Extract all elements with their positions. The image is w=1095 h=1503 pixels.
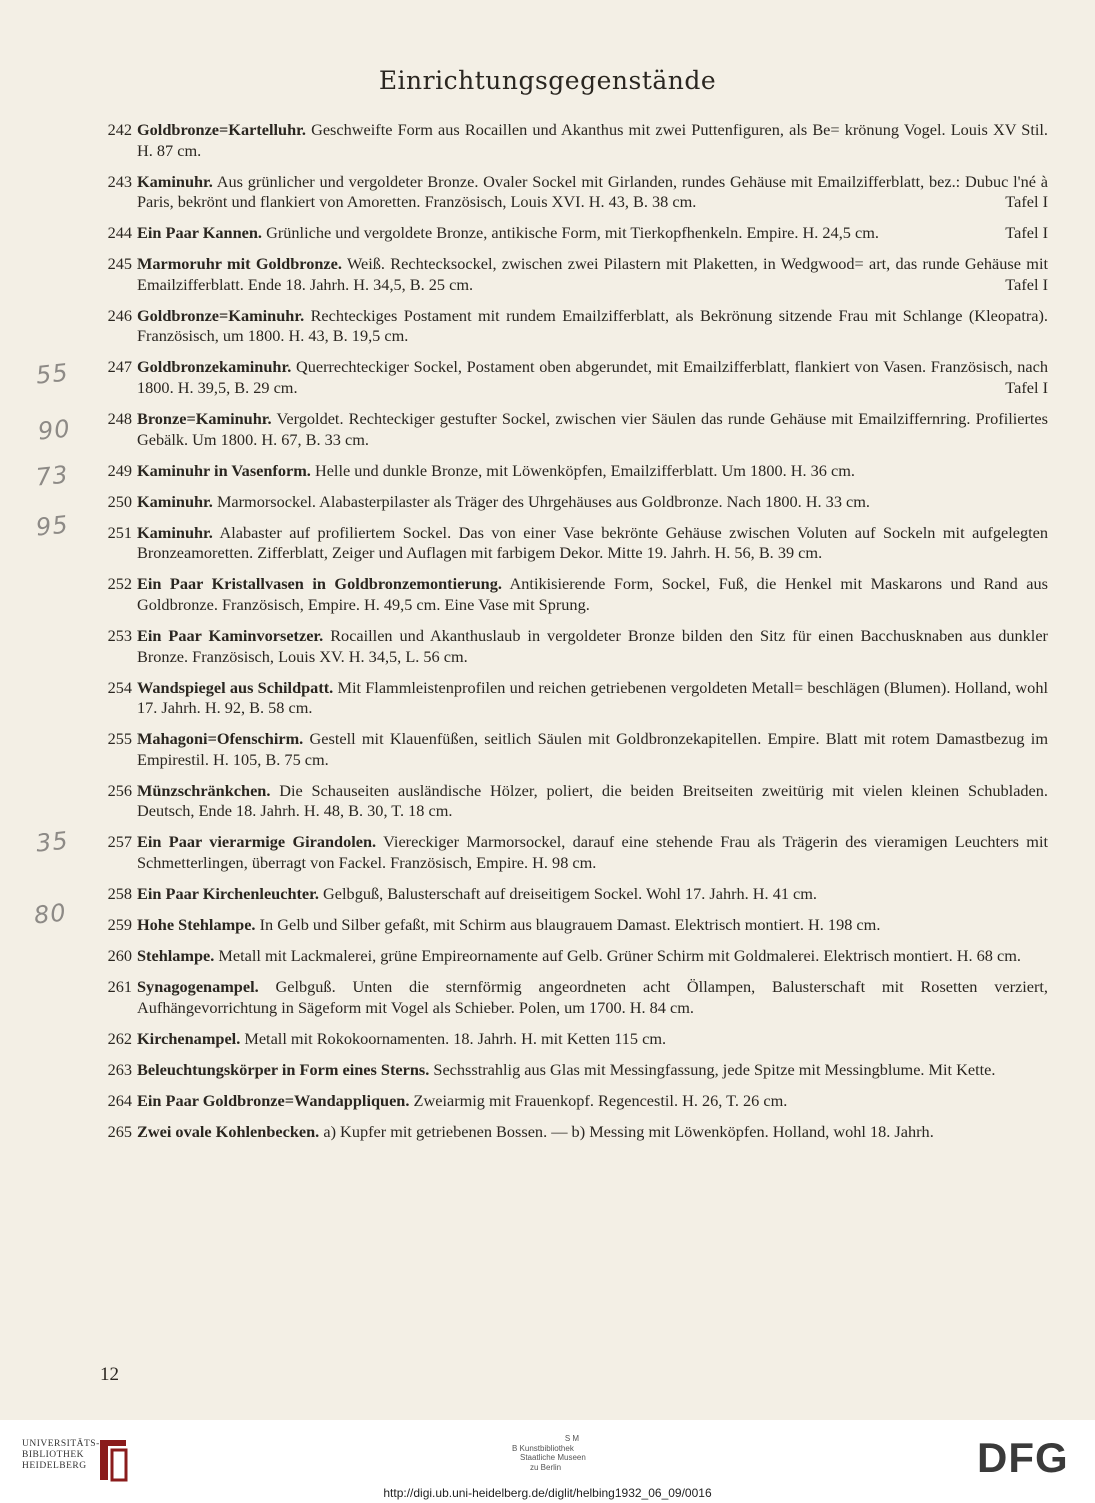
entry-title: Marmoruhr mit Goldbronze. xyxy=(137,254,342,274)
catalog-entry xyxy=(100,172,1048,213)
entry-description: Gelbguß, Balusterschaft auf dreiseitigem Sockel. Wohl 17. Jahrh. H. 41 cm. xyxy=(323,884,818,903)
entry-title: Bronze=Kaminuhr. xyxy=(137,409,272,429)
entry-description: Helle und dunkle Bronze, mit Löwenköpfen, Emailzifferblatt. Um 1800. H. 36 cm. xyxy=(314,460,855,480)
entry-title: Stehlampe. xyxy=(137,946,215,966)
smb-line: B Kunstbibliothek xyxy=(512,1443,574,1453)
catalog-entry xyxy=(100,254,1048,295)
entry-number: 248 xyxy=(107,409,132,429)
entry-description: Querrechteckiger Sockel, Postament oben abgerundet, mit Emailzifferblatt, flankiert von Vasen. Französisch, nach 1800. H. 39,5, B. 29 cm. xyxy=(137,357,1048,397)
smb-line: zu Berlin xyxy=(530,1462,562,1472)
handwritten-note: 35 xyxy=(34,826,70,858)
entry-description: Gestell mit Klauenfüßen, seitlich Säulen mit Goldbronzekapitellen. Empire. Blatt mit rotem Damastbezug im Empirestil. H. 105, B. 75 cm. xyxy=(137,729,1048,769)
entry-description: Grünliche und vergoldete Bronze, antikische Form, mit Tierkopfhenkeln. Empire. H. 24,5 cm. xyxy=(266,223,879,243)
entry-description: Metall mit Lackmalerei, grüne Empireornamente auf Gelb. Grüner Schirm mit Goldmalerei. Elektrisch montiert. H. 68 cm. xyxy=(218,946,1021,966)
entry-body xyxy=(137,1060,1048,1081)
catalog-entry xyxy=(100,1029,1048,1050)
entry-description: Die Schauseiten ausländische Hölzer, poliert, die beiden Breitseiten zweitürig mit vielen kleinen Schubladen. Deutsch, Ende 18. Jahrh. H. 48, B. 30, T. 18 cm. xyxy=(137,780,1048,821)
entry-body xyxy=(137,492,1048,513)
entry-description: Metall mit Rokokoornamenten. 18. Jahrh. H. mit Ketten 115 cm. xyxy=(244,1028,667,1048)
entry-number: 251 xyxy=(107,522,132,542)
entry-body xyxy=(137,254,1048,295)
plate-reference: Tafel I xyxy=(1005,223,1048,243)
university-line: BIBLIOTHEK xyxy=(22,1450,84,1460)
entry-title: Ein Paar Goldbronze=Wandappliquen. xyxy=(137,1091,410,1111)
catalog-entry xyxy=(100,626,1048,667)
entry-title: Kaminuhr in Vasenform. xyxy=(137,460,311,480)
entry-body xyxy=(137,678,1048,719)
source-url[interactable]: http://digi.ub.uni-heidelberg.de/diglit/helbing1932_06_09/0016 xyxy=(383,1486,712,1500)
catalog-entries xyxy=(100,120,1048,1153)
handwritten-note: 90 xyxy=(36,414,72,446)
entry-body xyxy=(137,729,1048,770)
catalog-entry xyxy=(100,120,1048,161)
plate-reference: Tafel I xyxy=(1005,274,1048,294)
entry-description: Marmorsockel. Alabasterpilaster als Träger des Uhrgehäuses aus Goldbronze. Nach 1800. H. 33 cm. xyxy=(216,491,870,511)
catalog-entry xyxy=(100,884,1048,905)
entry-number: 257 xyxy=(107,832,132,852)
entry-description: Zweiarmig mit Frauenkopf. Regencestil. H. 26, T. 26 cm. xyxy=(413,1091,788,1111)
entry-title: Goldbronzekaminuhr. xyxy=(137,357,292,377)
entry-description: In Gelb und Silber gefaßt, mit Schirm aus blaugrauem Damast. Elektrisch montiert. H. 198 cm. xyxy=(259,915,881,935)
handwritten-note: 55 xyxy=(34,358,70,390)
entry-body xyxy=(137,461,1048,482)
entry-body xyxy=(137,357,1048,398)
entry-title: Kaminuhr. xyxy=(137,522,213,542)
plate-reference: Tafel I xyxy=(1005,192,1048,212)
entry-number: 256 xyxy=(107,780,132,800)
entry-title: Wandspiegel aus Schildpatt. xyxy=(137,677,334,697)
entry-body xyxy=(137,1122,1048,1143)
university-line: HEIDELBERG xyxy=(22,1461,87,1471)
entry-number: 264 xyxy=(107,1091,132,1111)
catalog-entry xyxy=(100,492,1048,513)
university-line: UNIVERSITÄTS- xyxy=(22,1439,100,1449)
catalog-entry xyxy=(100,357,1048,398)
entry-body xyxy=(137,1091,1048,1112)
entry-body xyxy=(137,832,1048,873)
entry-number: 247 xyxy=(107,357,132,377)
entry-description: Sechsstrahlig aus Glas mit Messingfassung, jede Spitze mit Messingblume. Mit Kette. xyxy=(433,1059,996,1079)
entry-title: Ein Paar Kristallvasen in Goldbronzemontierung. xyxy=(137,574,502,594)
catalog-entry xyxy=(100,1122,1048,1143)
entry-number: 265 xyxy=(107,1122,132,1142)
entry-body xyxy=(137,915,1048,936)
entry-title: Mahagoni=Ofenschirm. xyxy=(137,729,304,749)
entry-description: Weiß. Rechtecksockel, zwischen zwei Pilastern mit Plaketten, in Wedgwood= art, das runde Gehäuse mit Emailzifferblatt. Ende 18. Jahrh. H. 34,5, B. 25 cm. xyxy=(137,254,1048,294)
entry-number: 253 xyxy=(107,626,132,646)
page-title: Einrichtungsgegenstände xyxy=(378,66,717,95)
entry-title: Kaminuhr. xyxy=(137,491,213,511)
catalog-entry xyxy=(100,977,1048,1018)
catalog-entry xyxy=(100,306,1048,347)
catalog-entry xyxy=(100,678,1048,719)
page-number: 12 xyxy=(100,1364,119,1385)
university-library-logo[interactable] xyxy=(22,1439,100,1472)
entry-body xyxy=(137,781,1048,822)
entry-title: Ein Paar Kaminvorsetzer. xyxy=(137,626,324,646)
entry-body xyxy=(137,626,1048,667)
entry-number: 254 xyxy=(107,677,132,697)
entry-number: 242 xyxy=(107,120,132,139)
entry-body xyxy=(137,946,1048,967)
entry-description: Vergoldet. Rechteckiger gestufter Sockel, zwischen vier Säulen das runde Gehäuse mit Emailziffernring. Profiliertes Gebälk. Um 1800. H. 67, B. 33 cm. xyxy=(137,409,1048,449)
entry-title: Goldbronze=Kaminuhr. xyxy=(137,305,305,325)
catalog-entry xyxy=(100,1060,1048,1081)
entry-body xyxy=(137,977,1048,1018)
entry-number: 260 xyxy=(107,946,132,966)
entry-title: Beleuchtungskörper in Form eines Sterns. xyxy=(137,1059,430,1079)
entry-body xyxy=(137,523,1048,564)
entry-number: 244 xyxy=(107,223,132,243)
handwritten-note: 73 xyxy=(34,460,70,492)
entry-number: 258 xyxy=(107,884,132,903)
entry-title: Zwei ovale Kohlenbecken. xyxy=(137,1122,320,1142)
entry-description: Rechteckiges Postament mit rundem Emailzifferblatt, als Bekrönung sitzende Frau mit Schlange (Kleopatra). Französisch, um 1800. H. 43, B. 19,5 cm. xyxy=(137,305,1048,346)
entry-body xyxy=(137,120,1048,161)
catalog-entry xyxy=(100,461,1048,482)
entry-number: 259 xyxy=(107,915,132,935)
entry-body xyxy=(137,223,1048,244)
catalog-entry xyxy=(100,1091,1048,1112)
catalog-entry xyxy=(100,574,1048,615)
entry-number: 252 xyxy=(107,574,132,594)
entry-number: 245 xyxy=(107,254,132,274)
entry-title: Ein Paar vierarmige Girandolen. xyxy=(137,832,377,852)
entry-number: 261 xyxy=(107,977,132,997)
entry-number: 246 xyxy=(107,305,132,325)
dfg-logo[interactable]: DFG xyxy=(977,1434,1069,1481)
plate-reference: Tafel I xyxy=(1005,377,1048,397)
entry-description: Antikisierende Form, Sockel, Fuß, die Henkel mit Maskarons und Rand aus Goldbronze. Französisch, Empire. H. 49,5 cm. Eine Vase mit Sprung. xyxy=(137,574,1049,614)
entry-body xyxy=(137,172,1048,213)
entry-number: 262 xyxy=(107,1028,132,1048)
entry-body xyxy=(137,884,1048,905)
entry-body xyxy=(137,409,1048,450)
entry-description: Alabaster auf profiliertem Sockel. Das von einer Vase bekrönte Gehäuse zwischen Voluten auf Sockeln mit aufgelegten Bronzeamoretten. Zifferblatt, Zeiger und Auflagen mit farbigem Dekor. Mitte 19. Jahrh. H. 56, B. 39 cm. xyxy=(137,522,1049,563)
entry-description: Viereckiger Marmorsockel, darauf eine stehende Frau als Trägerin des vieramigen Leuchters mit Schmetterlingen, überragt von Fackel. Französisch, Empire. H. 98 cm. xyxy=(137,832,1048,872)
catalog-entry xyxy=(100,223,1048,244)
catalog-entry xyxy=(100,915,1048,936)
entry-description: Mit Flammleistenprofilen und reichen getriebenen vergoldeten Metall= beschlägen (Blumen). Holland, wohl 17. Jahrh. H. 92, B. 58 cm. xyxy=(137,677,1048,718)
smb-line: S M xyxy=(564,1434,580,1443)
entry-description: Rocaillen und Akanthuslaub in vergoldeter Bronze bilden den Sitz für einen Bacchusknaben aus dunkler Bronze. Französisch, Louis XV. H. 34,5, L. 56 cm. xyxy=(137,626,1048,666)
catalog-entry xyxy=(100,781,1048,822)
smb-line: Staatliche Museen xyxy=(520,1453,586,1462)
entry-number: 249 xyxy=(107,460,132,480)
entry-title: Goldbronze=Kartelluhr. xyxy=(137,120,306,139)
entry-title: Kaminuhr. xyxy=(137,171,213,191)
entry-number: 250 xyxy=(107,491,132,511)
entry-body xyxy=(137,574,1048,615)
entry-title: Kirchenampel. xyxy=(137,1028,241,1048)
entry-number: 243 xyxy=(107,171,132,191)
entry-body xyxy=(137,1029,1048,1050)
entry-description: Geschweifte Form aus Rocaillen und Akanthus mit zwei Puttenfiguren, als Be= krönung Vogel. Louis XV Stil. H. 87 cm. xyxy=(137,120,1048,160)
entry-description: Gelbguß. Unten die sternförmig angeordneten acht Öllampen, Balusterschaft mit Rosetten verziert, Aufhängevorrichtung in Sägeform mit Vogel als Schieber. Polen, um 1700. H. 84 cm. xyxy=(137,977,1048,1017)
catalog-entry xyxy=(100,832,1048,873)
entry-title: Ein Paar Kirchenleuchter. xyxy=(137,884,319,903)
handwritten-note: 80 xyxy=(32,898,68,930)
entry-title: Hohe Stehlampe. xyxy=(137,915,256,935)
entry-description: a) Kupfer mit getriebenen Bossen. — b) Messing mit Löwenköpfen. Holland, wohl 18. Jahrh. xyxy=(323,1122,934,1142)
entry-body xyxy=(137,306,1048,347)
catalog-entry xyxy=(100,946,1048,967)
entry-title: Ein Paar Kannen. xyxy=(137,223,263,243)
entry-title: Münzschränkchen. xyxy=(137,780,271,800)
entry-description: Aus grünlicher und vergoldeter Bronze. Ovaler Sockel mit Girlanden, rundes Gehäuse mit Emailzifferblatt, bez.: Dubuc l'né à Paris, bekrönt und flankiert von Amoretten. Französisch, Louis XVI. H. 43, B. 38 cm. xyxy=(137,171,1048,212)
entry-title: Synagogenampel. xyxy=(137,977,259,997)
library-emblem-icon xyxy=(96,1438,130,1482)
catalog-entry xyxy=(100,523,1048,564)
entry-number: 255 xyxy=(107,729,132,749)
handwritten-note: 95 xyxy=(34,510,70,542)
catalog-entry xyxy=(100,729,1048,770)
smb-kunstbibliothek-logo[interactable] xyxy=(512,1434,632,1472)
catalog-entry xyxy=(100,409,1048,450)
entry-number: 263 xyxy=(107,1059,132,1079)
